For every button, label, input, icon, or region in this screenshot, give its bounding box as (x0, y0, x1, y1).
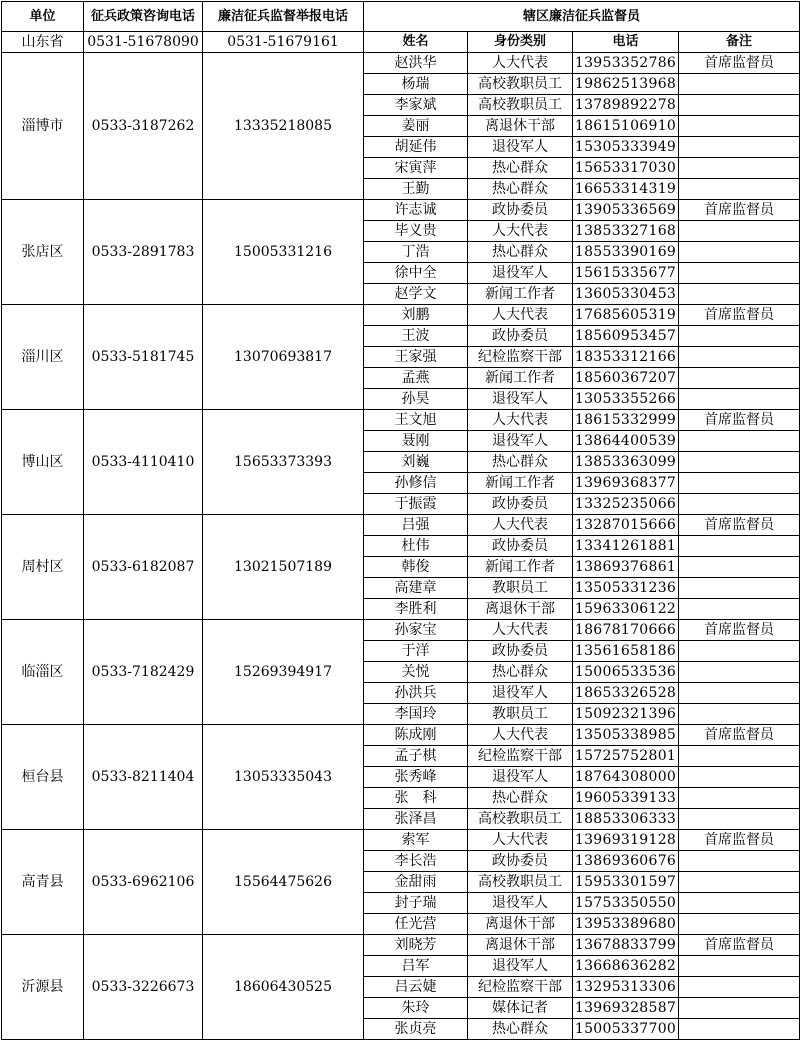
member-category: 教职员工 (468, 704, 573, 725)
member-name: 李国玲 (364, 704, 468, 725)
member-note (679, 893, 800, 914)
member-name: 王勤 (364, 179, 468, 200)
member-category: 人大代表 (468, 53, 573, 74)
member-name: 韩俊 (364, 557, 468, 578)
unit-name: 桓台县 (2, 725, 84, 830)
member-note (679, 977, 800, 998)
member-phone: 18560953457 (573, 326, 679, 347)
member-name: 任光营 (364, 914, 468, 935)
member-note (679, 788, 800, 809)
header-row (2, 2, 800, 32)
unit-policy-phone: 0533-2891783 (84, 200, 203, 305)
member-note (679, 95, 800, 116)
member-phone: 13869376861 (573, 557, 679, 578)
unit-report-phone: 13053335043 (203, 725, 364, 830)
supervisor-table (1, 1, 800, 1040)
province-row (2, 32, 800, 53)
unit-policy-phone: 0533-6962106 (84, 830, 203, 935)
member-name: 徐中全 (364, 263, 468, 284)
member-note (679, 998, 800, 1019)
member-name: 胡延伟 (364, 137, 468, 158)
member-phone: 13295313306 (573, 977, 679, 998)
member-note (679, 116, 800, 137)
member-category: 高校教职员工 (468, 74, 573, 95)
member-category: 高校教职员工 (468, 809, 573, 830)
member-phone: 13505338985 (573, 725, 679, 746)
member-category: 热心群众 (468, 452, 573, 473)
member-note (679, 221, 800, 242)
member-name: 孙昊 (364, 389, 468, 410)
member-note (679, 473, 800, 494)
member-name: 聂刚 (364, 431, 468, 452)
member-phone: 13678833799 (573, 935, 679, 956)
member-category: 纪检监察干部 (468, 347, 573, 368)
member-phone: 13969368377 (573, 473, 679, 494)
member-category: 退役军人 (468, 767, 573, 788)
member-note (679, 767, 800, 788)
member-phone: 13287015666 (573, 515, 679, 536)
member-phone: 13605330453 (573, 284, 679, 305)
member-note: 首席监督员 (679, 305, 800, 326)
member-phone: 18553390169 (573, 242, 679, 263)
member-phone: 15006533536 (573, 662, 679, 683)
member-row (2, 830, 800, 851)
member-category: 新闻工作者 (468, 284, 573, 305)
member-category: 退役军人 (468, 431, 573, 452)
member-name: 吕强 (364, 515, 468, 536)
member-note (679, 158, 800, 179)
member-name: 吕云婕 (364, 977, 468, 998)
member-phone: 19605339133 (573, 788, 679, 809)
member-category: 退役军人 (468, 389, 573, 410)
member-note: 首席监督员 (679, 935, 800, 956)
member-category: 政协委员 (468, 641, 573, 662)
member-category: 纪检监察干部 (468, 746, 573, 767)
subheader-phone: 电话 (573, 32, 679, 53)
member-category: 退役军人 (468, 263, 573, 284)
member-name: 刘晓芳 (364, 935, 468, 956)
member-phone: 13864400539 (573, 431, 679, 452)
province-policy-phone: 0531-51678090 (84, 32, 203, 53)
member-name: 张泽昌 (364, 809, 468, 830)
member-name: 张秀峰 (364, 767, 468, 788)
member-phone: 16653314319 (573, 179, 679, 200)
member-phone: 13853363099 (573, 452, 679, 473)
member-name: 毕义贵 (364, 221, 468, 242)
unit-report-phone: 13021507189 (203, 515, 364, 620)
member-category: 政协委员 (468, 536, 573, 557)
member-category: 教职员工 (468, 578, 573, 599)
member-phone: 13789892278 (573, 95, 679, 116)
unit-policy-phone: 0533-5181745 (84, 305, 203, 410)
unit-report-phone: 18606430525 (203, 935, 364, 1040)
member-category: 人大代表 (468, 221, 573, 242)
member-name: 陈成刚 (364, 725, 468, 746)
member-note: 首席监督员 (679, 725, 800, 746)
member-category: 纪检监察干部 (468, 977, 573, 998)
member-row (2, 620, 800, 641)
member-phone: 15725752801 (573, 746, 679, 767)
member-phone: 13905336569 (573, 200, 679, 221)
member-name: 宋寅萍 (364, 158, 468, 179)
header-unit: 单位 (2, 2, 84, 32)
member-phone: 13341261881 (573, 536, 679, 557)
unit-report-phone: 15005331216 (203, 200, 364, 305)
unit-name: 临淄区 (2, 620, 84, 725)
unit-report-phone: 15653373393 (203, 410, 364, 515)
member-row (2, 200, 800, 221)
member-note: 首席监督员 (679, 410, 800, 431)
member-category: 热心群众 (468, 158, 573, 179)
unit-name: 张店区 (2, 200, 84, 305)
member-name: 封子瑞 (364, 893, 468, 914)
unit-name: 周村区 (2, 515, 84, 620)
member-phone: 15615335677 (573, 263, 679, 284)
member-name: 关悦 (364, 662, 468, 683)
member-name: 王文旭 (364, 410, 468, 431)
subheader-note: 备注 (679, 32, 800, 53)
member-category: 政协委员 (468, 494, 573, 515)
unit-policy-phone: 0533-7182429 (84, 620, 203, 725)
member-name: 孟子棋 (364, 746, 468, 767)
member-note (679, 851, 800, 872)
member-phone: 13969319128 (573, 830, 679, 851)
member-name: 高建章 (364, 578, 468, 599)
member-name: 于洋 (364, 641, 468, 662)
unit-name: 博山区 (2, 410, 84, 515)
member-category: 新闻工作者 (468, 557, 573, 578)
member-name: 张 科 (364, 788, 468, 809)
member-note: 首席监督员 (679, 515, 800, 536)
member-phone: 13969328587 (573, 998, 679, 1019)
member-name: 许志诚 (364, 200, 468, 221)
member-phone: 15953301597 (573, 872, 679, 893)
member-phone: 15963306122 (573, 599, 679, 620)
member-phone: 18653326528 (573, 683, 679, 704)
member-category: 热心群众 (468, 662, 573, 683)
member-note: 首席监督员 (679, 53, 800, 74)
member-note (679, 1019, 800, 1040)
member-note (679, 431, 800, 452)
header-report-phone: 廉洁征兵监督举报电话 (203, 2, 364, 32)
member-category: 新闻工作者 (468, 473, 573, 494)
member-name: 孟燕 (364, 368, 468, 389)
member-name: 李长浩 (364, 851, 468, 872)
member-note: 首席监督员 (679, 620, 800, 641)
member-note: 首席监督员 (679, 830, 800, 851)
member-category: 离退休干部 (468, 935, 573, 956)
member-name: 朱玲 (364, 998, 468, 1019)
member-category: 人大代表 (468, 515, 573, 536)
member-category: 退役军人 (468, 683, 573, 704)
member-row (2, 515, 800, 536)
member-note (679, 578, 800, 599)
member-note (679, 452, 800, 473)
member-note (679, 284, 800, 305)
unit-report-phone: 13070693817 (203, 305, 364, 410)
member-phone: 13953352786 (573, 53, 679, 74)
unit-policy-phone: 0533-3187262 (84, 53, 203, 200)
member-phone: 18353312166 (573, 347, 679, 368)
member-note (679, 662, 800, 683)
member-note (679, 494, 800, 515)
member-note (679, 347, 800, 368)
member-phone: 18615332999 (573, 410, 679, 431)
member-category: 退役军人 (468, 956, 573, 977)
member-note (679, 326, 800, 347)
member-note (679, 242, 800, 263)
member-category: 人大代表 (468, 410, 573, 431)
member-row (2, 410, 800, 431)
member-category: 热心群众 (468, 788, 573, 809)
member-phone: 13853327168 (573, 221, 679, 242)
member-category: 热心群众 (468, 179, 573, 200)
member-name: 王波 (364, 326, 468, 347)
header-policy-phone: 征兵政策咨询电话 (84, 2, 203, 32)
member-phone: 13561658186 (573, 641, 679, 662)
member-category: 人大代表 (468, 305, 573, 326)
unit-name: 淄川区 (2, 305, 84, 410)
member-phone: 19862513968 (573, 74, 679, 95)
member-name: 王家强 (364, 347, 468, 368)
member-phone: 15305333949 (573, 137, 679, 158)
member-note (679, 74, 800, 95)
member-note (679, 368, 800, 389)
member-name: 李家斌 (364, 95, 468, 116)
member-phone: 17685605319 (573, 305, 679, 326)
member-category: 退役军人 (468, 893, 573, 914)
member-note (679, 683, 800, 704)
member-name: 张贞亮 (364, 1019, 468, 1040)
member-category: 高校教职员工 (468, 95, 573, 116)
member-category: 热心群众 (468, 242, 573, 263)
member-note (679, 914, 800, 935)
member-phone: 15653317030 (573, 158, 679, 179)
unit-policy-phone: 0533-8211404 (84, 725, 203, 830)
member-category: 人大代表 (468, 620, 573, 641)
member-category: 政协委员 (468, 326, 573, 347)
member-category: 热心群众 (468, 1019, 573, 1040)
unit-name: 沂源县 (2, 935, 84, 1040)
member-category: 离退休干部 (468, 116, 573, 137)
member-name: 于振霞 (364, 494, 468, 515)
member-phone: 15753350550 (573, 893, 679, 914)
member-note (679, 872, 800, 893)
header-supervisors: 辖区廉洁征兵监督员 (364, 2, 800, 32)
member-note (679, 809, 800, 830)
member-name: 孙洪兵 (364, 683, 468, 704)
unit-name: 高青县 (2, 830, 84, 935)
subheader-name: 姓名 (364, 32, 468, 53)
member-note (679, 704, 800, 725)
member-name: 赵学文 (364, 284, 468, 305)
member-name: 刘鹏 (364, 305, 468, 326)
member-phone: 13505331236 (573, 578, 679, 599)
member-phone: 18615106910 (573, 116, 679, 137)
member-name: 赵洪华 (364, 53, 468, 74)
member-phone: 13953389680 (573, 914, 679, 935)
member-row (2, 53, 800, 74)
member-name: 李胜利 (364, 599, 468, 620)
member-note (679, 179, 800, 200)
member-note (679, 536, 800, 557)
member-name: 姜丽 (364, 116, 468, 137)
member-phone: 18764308000 (573, 767, 679, 788)
unit-report-phone: 13335218085 (203, 53, 364, 200)
member-row (2, 935, 800, 956)
unit-name: 淄博市 (2, 53, 84, 200)
member-note (679, 956, 800, 977)
unit-report-phone: 15269394917 (203, 620, 364, 725)
unit-policy-phone: 0533-4110410 (84, 410, 203, 515)
member-name: 丁浩 (364, 242, 468, 263)
member-category: 离退休干部 (468, 914, 573, 935)
member-phone: 13325235066 (573, 494, 679, 515)
member-phone: 13053355266 (573, 389, 679, 410)
member-phone: 18678170666 (573, 620, 679, 641)
member-category: 媒体记者 (468, 998, 573, 1019)
member-phone: 15092321396 (573, 704, 679, 725)
member-category: 离退休干部 (468, 599, 573, 620)
member-note (679, 641, 800, 662)
member-category: 退役军人 (468, 137, 573, 158)
member-phone: 13668636282 (573, 956, 679, 977)
member-category: 人大代表 (468, 725, 573, 746)
member-note (679, 263, 800, 284)
member-category: 政协委员 (468, 200, 573, 221)
member-name: 吕军 (364, 956, 468, 977)
member-category: 政协委员 (468, 851, 573, 872)
member-phone: 18560367207 (573, 368, 679, 389)
member-note (679, 599, 800, 620)
member-note (679, 557, 800, 578)
member-name: 刘巍 (364, 452, 468, 473)
member-category: 新闻工作者 (468, 368, 573, 389)
member-name: 杜伟 (364, 536, 468, 557)
member-note (679, 746, 800, 767)
unit-report-phone: 15564475626 (203, 830, 364, 935)
subheader-category: 身份类别 (468, 32, 573, 53)
member-phone: 18853306333 (573, 809, 679, 830)
member-note (679, 137, 800, 158)
member-name: 索军 (364, 830, 468, 851)
member-phone: 13869360676 (573, 851, 679, 872)
member-row (2, 305, 800, 326)
member-name: 孙修信 (364, 473, 468, 494)
member-category: 高校教职员工 (468, 872, 573, 893)
member-name: 孙家宝 (364, 620, 468, 641)
member-name: 杨瑞 (364, 74, 468, 95)
member-row (2, 725, 800, 746)
province-report-phone: 0531-51679161 (203, 32, 364, 53)
table-body (2, 32, 800, 1040)
member-phone: 15005337700 (573, 1019, 679, 1040)
member-category: 人大代表 (468, 830, 573, 851)
unit-policy-phone: 0533-6182087 (84, 515, 203, 620)
member-note: 首席监督员 (679, 200, 800, 221)
province-name: 山东省 (2, 32, 84, 53)
unit-policy-phone: 0533-3226673 (84, 935, 203, 1040)
member-note (679, 389, 800, 410)
member-name: 金甜雨 (364, 872, 468, 893)
